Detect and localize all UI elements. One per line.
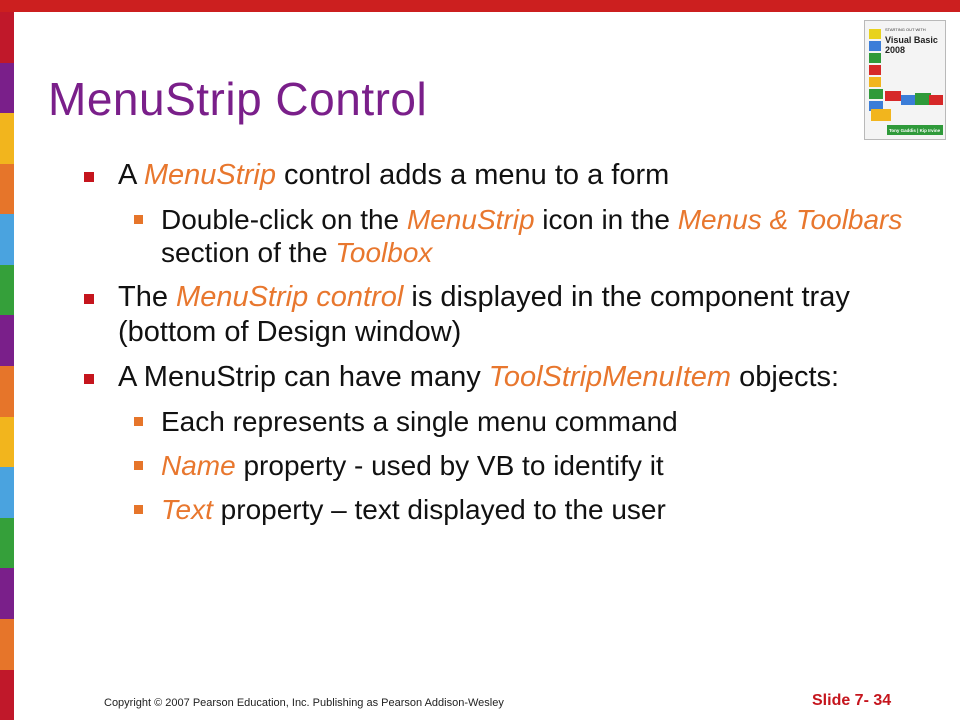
- strip-segment: [0, 518, 14, 569]
- book-cover-image: [864, 20, 946, 140]
- strip-segment: [0, 568, 14, 619]
- copyright-footer: Copyright © 2007 Pearson Education, Inc. Publishing as Pearson Addison-Wesley: [104, 697, 504, 709]
- strip-segment: [0, 619, 14, 670]
- cover-line3: 2008: [885, 45, 906, 55]
- sub-bullet-item: [84, 203, 944, 269]
- bullet-text: The: [118, 281, 177, 313]
- emphasized-text: MenuStrip: [406, 204, 535, 235]
- sub-bullet-square-icon: [134, 417, 143, 426]
- bullet-item: [84, 360, 944, 395]
- sub-bullet-square-icon: [134, 461, 143, 470]
- sub-bullet-square-icon: [134, 215, 143, 224]
- sub-bullet-square-icon: [134, 505, 143, 514]
- bullet-square-icon: [84, 374, 94, 384]
- strip-segment: [0, 366, 14, 417]
- sub-bullet-item: [84, 405, 944, 438]
- bullet-text: A: [118, 159, 144, 191]
- strip-segment: [0, 214, 14, 265]
- emphasized-text: MenuStrip control: [176, 281, 404, 313]
- emphasized-text: ToolStripMenuItem: [488, 361, 732, 393]
- top-accent-bar: [0, 0, 960, 12]
- slide-title: MenuStrip Control: [48, 73, 428, 125]
- strip-segment: [0, 417, 14, 468]
- slide-number: Slide 7- 34: [812, 692, 892, 709]
- bullet-text: control adds a menu to a form: [275, 159, 670, 191]
- sub-bullet-item: [84, 493, 944, 526]
- strip-segment: [0, 467, 14, 518]
- bullet-text: Each represents a single menu command: [161, 406, 678, 437]
- emphasized-text: Menus & Toolbars: [677, 204, 903, 235]
- strip-segment: [0, 63, 14, 114]
- cover-line1: STARTING OUT WITH: [885, 27, 926, 32]
- bullet-item: [84, 158, 944, 193]
- cover-line2: Visual Basic: [885, 35, 938, 45]
- cover-authors: Tony Gaddis | Kip Irvine: [889, 128, 941, 133]
- emphasized-text: MenuStrip: [143, 159, 276, 191]
- strip-segment: [0, 315, 14, 366]
- emphasized-text: Toolbox: [335, 237, 433, 268]
- emphasized-text: Text: [161, 494, 213, 525]
- emphasized-text: Name: [161, 450, 236, 481]
- sub-bullet-item: [84, 449, 944, 482]
- bullet-text: property – text displayed to the user: [212, 494, 666, 525]
- strip-segment: [0, 12, 14, 63]
- bullet-list: [84, 158, 944, 537]
- bullet-text: Double-click on the: [161, 204, 407, 235]
- bullet-item: [84, 280, 944, 350]
- bullet-square-icon: [84, 294, 94, 304]
- bullet-text: is displayed in the component tray (bottom of Design window): [118, 281, 850, 348]
- bullet-text: icon in the: [534, 204, 678, 235]
- strip-segment: [0, 265, 14, 316]
- strip-segment: [0, 164, 14, 215]
- strip-segment: [0, 670, 14, 720]
- strip-segment: [0, 113, 14, 164]
- bullet-square-icon: [84, 172, 94, 182]
- bullet-text: property - used by VB to identify it: [235, 450, 664, 481]
- left-color-strip: [0, 12, 14, 720]
- bullet-text: A MenuStrip can have many: [118, 361, 489, 393]
- bullet-text: section of the: [161, 237, 336, 268]
- bullet-text: objects:: [731, 361, 840, 393]
